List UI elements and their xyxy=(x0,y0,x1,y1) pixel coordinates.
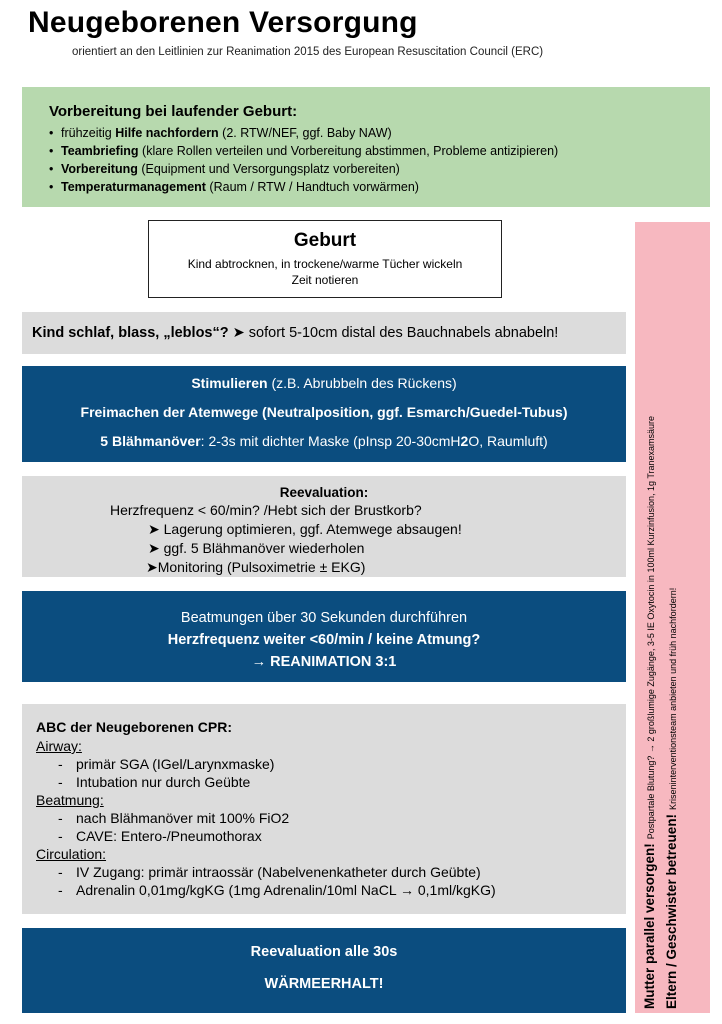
item-keyword: Vorbereitung xyxy=(61,162,138,176)
reevaluation-question: Herzfrequenz < 60/min? /Hebt sich der Brustkorb? xyxy=(110,502,422,518)
airway-text: Freimachen der Atemwege (Neutralposition, ggf. Esmarch/Guedel-Tubus) xyxy=(80,404,568,420)
sidebar-note: Postpartale Blutung? → 2 großlumige Zugänge, 3-5 IE Oxytocin in 100ml Kurzinfusion, 1g Tranexamsäure xyxy=(646,415,656,840)
list-item xyxy=(49,178,710,196)
limp-question: Kind schlaf, blass, „leblos“? ➤ xyxy=(32,325,245,341)
circulation-label: Circulation: xyxy=(36,846,107,862)
limp-child-box xyxy=(22,312,626,354)
final-line: Reevaluation alle 30s xyxy=(250,944,398,960)
sidebar-line xyxy=(639,229,661,1009)
final-box xyxy=(22,928,626,1013)
preparation-heading: Vorbereitung bei laufender Geburt: xyxy=(49,103,298,120)
list-item xyxy=(49,124,710,142)
sidebar-line xyxy=(661,229,683,1009)
sidebar-heading: Eltern / Geschwister betreuen! xyxy=(664,813,679,1009)
list-item: - Intubation nur durch Geübte xyxy=(36,773,626,791)
stimulation-keyword: Stimulieren xyxy=(191,375,268,391)
preparation-list xyxy=(49,124,710,196)
inflation-text: 2 xyxy=(460,433,469,449)
reevaluation-action: ➤ ggf. 5 Blähmanöver wiederholen xyxy=(148,540,365,556)
resuscitation-line: → REANIMATION 3:1 xyxy=(251,654,397,670)
page-title: Neugeborenen Versorgung xyxy=(28,6,418,39)
airway-row xyxy=(22,401,626,423)
stimulation-text: (z.B. Abrubbeln des Rückens) xyxy=(267,375,457,391)
stimulation-row xyxy=(22,372,626,394)
birth-line: Zeit notieren xyxy=(291,273,359,287)
sidebar-note: Kriseninterventionsteam anbieten und früh nachfordern! xyxy=(668,587,678,810)
list-item: - primär SGA (IGel/Larynxmaske) xyxy=(36,755,626,773)
sidebar-mother-care xyxy=(635,222,710,1013)
page-subtitle: orientiert an den Leitlinien zur Reanimation 2015 des European Resuscitation Council (ERC) xyxy=(72,46,544,58)
reevaluation-action: ➤Monitoring (Pulsoximetrie ± EKG) xyxy=(146,559,366,575)
reevaluation-heading: Reevaluation: xyxy=(279,485,369,500)
birth-line: Kind abtrocknen, in trockene/warme Tücher wickeln xyxy=(187,257,463,271)
birth-box xyxy=(148,220,502,298)
inflation-text: O, Raumluft) xyxy=(468,433,548,449)
inflation-keyword: 5 Blähmanöver xyxy=(100,433,201,449)
list-item: - IV Zugang: primär intraossär (Nabelvenenkatheter durch Geübte) xyxy=(36,863,626,881)
item-text: (Raum / RTW / Handtuch vorwärmen) xyxy=(205,180,419,194)
ventilation-box xyxy=(22,591,626,682)
item-keyword: Temperaturmanagement xyxy=(61,180,206,194)
list-item: - Adrenalin 0,01mg/kgKG (1mg Adrenalin/10ml NaCL → 0,1ml/kgKG) xyxy=(36,881,626,899)
reevaluation-action: ➤ Lagerung optimieren, ggf. Atemwege absaugen! xyxy=(148,521,462,537)
item-keyword: Teambriefing xyxy=(61,144,139,158)
final-line: WÄRMEERHALT! xyxy=(264,976,384,992)
ventilation-line: Beatmungen über 30 Sekunden durchführen xyxy=(180,610,468,626)
item-text: (Equipment und Versorgungsplatz vorbereiten) xyxy=(137,162,400,176)
item-text: (2. RTW/NEF, ggf. Baby NAW) xyxy=(218,126,392,140)
abc-cpr-box xyxy=(22,704,626,914)
abc-heading: ABC der Neugeborenen CPR: xyxy=(36,719,233,735)
item-text: (klare Rollen verteilen und Vorbereitung abstimmen, Probleme antizipieren) xyxy=(138,144,559,158)
list-item: - nach Blähmanöver mit 100% FiO2 xyxy=(36,809,626,827)
item-text: frühzeitig xyxy=(61,126,116,140)
limp-action: sofort 5-10cm distal des Bauchnabels abnabeln! xyxy=(244,325,559,341)
ventilation-question: Herzfrequenz weiter <60/min / keine Atmung? xyxy=(167,632,481,648)
list-item: - CAVE: Entero-/Pneumothorax xyxy=(36,827,626,845)
sidebar-heading: Mutter parallel versorgen! xyxy=(642,843,657,1009)
birth-heading: Geburt xyxy=(293,230,357,251)
stimulation-box xyxy=(22,366,626,462)
reevaluation-box xyxy=(22,476,626,577)
sidebar-rotated-text xyxy=(639,229,683,1009)
breathing-label: Beatmung: xyxy=(36,792,104,808)
airway-label: Airway: xyxy=(36,738,82,754)
item-keyword: Hilfe nachfordern xyxy=(115,126,219,140)
inflation-row xyxy=(22,430,626,452)
preparation-box xyxy=(22,87,710,207)
list-item xyxy=(49,142,710,160)
inflation-text: : 2-3s mit dichter Maske (pInsp 20-30cmH xyxy=(200,433,461,449)
list-item xyxy=(49,160,710,178)
